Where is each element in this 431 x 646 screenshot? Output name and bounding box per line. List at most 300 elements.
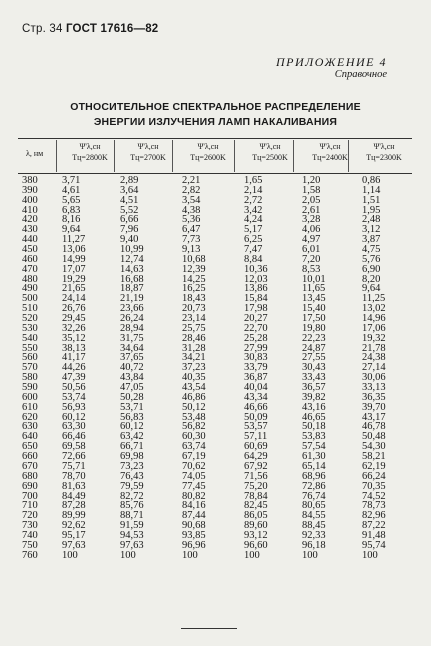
value-cell: 27,55: [302, 352, 326, 364]
value-cell: 16,25: [182, 283, 206, 295]
value-column: [120, 176, 144, 561]
column-header: [302, 141, 358, 163]
value-cell: 63,74: [182, 441, 206, 453]
value-cell: 31,28: [182, 342, 206, 354]
value-cell: 73,23: [120, 460, 144, 472]
value-cell: 53,74: [62, 391, 86, 403]
value-cell: 96,60: [244, 539, 268, 551]
value-cell: 17,07: [62, 263, 86, 275]
value-cell: 9,13: [182, 244, 201, 256]
value-cell: 84,16: [182, 500, 206, 512]
value-cell: 3,87: [362, 234, 381, 246]
value-cell: 66,71: [120, 441, 144, 453]
value-cell: 89,99: [62, 510, 86, 522]
wavelength-cell: 690: [22, 480, 38, 492]
value-cell: 88,45: [302, 520, 326, 532]
value-cell: 24,38: [362, 352, 386, 364]
value-cell: 86,05: [244, 510, 268, 522]
value-cell: 1,95: [362, 204, 381, 216]
value-cell: 100: [62, 549, 78, 561]
value-cell: 30,83: [244, 352, 268, 364]
value-cell: 8,16: [62, 214, 81, 226]
value-cell: 33,79: [244, 362, 268, 374]
value-cell: 85,76: [120, 500, 144, 512]
value-cell: 53,83: [302, 431, 326, 443]
value-cell: 60,12: [62, 411, 86, 423]
page-header: [22, 23, 158, 35]
value-cell: 11,25: [362, 293, 386, 305]
value-cell: 17,98: [244, 303, 268, 315]
value-cell: 22,70: [244, 322, 268, 334]
table-title: [0, 100, 431, 130]
value-cell: 70,62: [182, 460, 206, 472]
value-cell: 3,71: [62, 175, 81, 186]
value-cell: 4,24: [244, 214, 263, 226]
value-cell: 4,97: [302, 234, 321, 246]
value-cell: 94,53: [120, 529, 144, 541]
value-cell: 70,35: [362, 480, 386, 492]
value-cell: 76,43: [120, 470, 144, 482]
wavelength-header: λ, нм: [26, 149, 44, 158]
value-cell: 95,74: [362, 539, 386, 551]
value-cell: 6,90: [362, 263, 381, 275]
appendix-type: Справочное: [334, 69, 387, 80]
value-cell: 96,96: [182, 539, 206, 551]
wavelength-cell: 420: [22, 214, 38, 226]
wavelength-cell: 630: [22, 421, 38, 433]
value-cell: 95,17: [62, 529, 86, 541]
value-column: [302, 176, 326, 561]
wavelength-cell: 650: [22, 441, 38, 453]
value-cell: 43,16: [302, 401, 326, 413]
value-cell: 3,28: [302, 214, 321, 226]
value-cell: 64,29: [244, 451, 268, 463]
wavelength-cell: 700: [22, 490, 38, 502]
value-column: [362, 176, 386, 561]
value-cell: 66,24: [362, 470, 386, 482]
wavelength-cell: 620: [22, 411, 38, 423]
value-cell: 79,59: [120, 480, 144, 492]
value-cell: 75,20: [244, 480, 268, 492]
column-temperature: Tц=2600K: [190, 153, 226, 162]
value-cell: 7,73: [182, 234, 201, 246]
value-cell: 8,53: [302, 263, 321, 275]
value-cell: 3,54: [182, 194, 201, 206]
column-symbol: Ψ'λ,сн: [259, 142, 281, 151]
value-cell: 60,12: [120, 421, 144, 433]
value-cell: 11,65: [302, 283, 326, 295]
value-cell: 28,46: [182, 332, 206, 344]
value-cell: 50,56: [62, 382, 86, 394]
wavelength-cell: 550: [22, 342, 38, 354]
value-cell: 2,82: [182, 184, 201, 196]
value-cell: 4,75: [362, 244, 381, 256]
value-cell: 3,42: [244, 204, 263, 216]
value-cell: 11,27: [62, 234, 86, 246]
value-cell: 6,83: [62, 204, 81, 216]
value-cell: 90,68: [182, 520, 206, 532]
column-header: [356, 141, 412, 163]
wavelength-cell: 680: [22, 470, 38, 482]
value-cell: 50,48: [362, 431, 386, 443]
value-cell: 87,44: [182, 510, 206, 522]
wavelength-cell: 750: [22, 539, 38, 551]
value-cell: 14,25: [182, 273, 206, 285]
value-cell: 63,42: [120, 431, 144, 443]
value-cell: 88,71: [120, 510, 144, 522]
value-cell: 75,71: [62, 460, 86, 472]
column-symbol: Ψ'λ,сн: [79, 142, 101, 151]
wavelength-column: [22, 176, 38, 561]
value-cell: 13,86: [244, 283, 268, 295]
value-cell: 12,03: [244, 273, 268, 285]
value-cell: 78,84: [244, 490, 268, 502]
value-cell: 21,65: [62, 283, 86, 295]
value-cell: 16,68: [120, 273, 144, 285]
wavelength-cell: 580: [22, 372, 38, 384]
value-cell: 46,86: [182, 391, 206, 403]
wavelength-cell: 670: [22, 460, 38, 472]
value-cell: 81,63: [62, 480, 86, 492]
wavelength-cell: 560: [22, 352, 38, 364]
value-cell: 37,23: [182, 362, 206, 374]
value-cell: 61,30: [302, 451, 326, 463]
wavelength-cell: 480: [22, 273, 38, 285]
wavelength-cell: 610: [22, 401, 38, 413]
value-cell: 1,65: [244, 175, 263, 186]
value-cell: 40,04: [244, 382, 268, 394]
value-cell: 2,89: [120, 175, 139, 186]
wavelength-cell: 640: [22, 431, 38, 443]
value-cell: 92,33: [302, 529, 326, 541]
value-cell: 3,12: [362, 224, 381, 236]
column-temperature: Tц=2500K: [252, 153, 288, 162]
value-cell: 60,30: [182, 431, 206, 443]
column-header: [62, 141, 118, 163]
value-cell: 39,82: [302, 391, 326, 403]
value-cell: 9,40: [120, 234, 139, 246]
value-cell: 27,14: [362, 362, 386, 374]
value-cell: 15,40: [302, 303, 326, 315]
value-cell: 3,64: [120, 184, 139, 196]
value-cell: 10,01: [302, 273, 326, 285]
title-line-2: ЭНЕРГИИ ИЗЛУЧЕНИЯ ЛАМП НАКАЛИВАНИЯ: [93, 116, 338, 128]
value-cell: 24,14: [62, 293, 86, 305]
column-temperature: Tц=2300K: [366, 153, 402, 162]
value-cell: 84,49: [62, 490, 86, 502]
wavelength-cell: 720: [22, 510, 38, 522]
value-cell: 82,45: [244, 500, 268, 512]
value-cell: 37,65: [120, 352, 144, 364]
wavelength-cell: 450: [22, 244, 38, 256]
value-cell: 39,70: [362, 401, 386, 413]
value-cell: 22,23: [302, 332, 326, 344]
value-cell: 44,26: [62, 362, 86, 374]
value-cell: 2,05: [302, 194, 321, 206]
value-cell: 5,76: [362, 253, 381, 265]
wavelength-cell: 400: [22, 194, 38, 206]
value-cell: 50,09: [244, 411, 268, 423]
value-cell: 82,72: [120, 490, 144, 502]
header-bottom-rule: [18, 173, 412, 174]
value-cell: 13,06: [62, 244, 86, 256]
page-number: Стр. 34: [22, 23, 63, 35]
value-cell: 14,99: [62, 253, 86, 265]
value-cell: 40,35: [182, 372, 206, 384]
value-cell: 4,51: [120, 194, 139, 206]
column-temperature: Tц=2800K: [72, 153, 108, 162]
title-line-1: ОТНОСИТЕЛЬНОЕ СПЕКТРАЛЬНОЕ РАСПРЕДЕЛЕНИЕ: [70, 101, 361, 113]
wavelength-cell: 730: [22, 520, 38, 532]
column-temperature: Tц=2400K: [312, 153, 348, 162]
standard-number: ГОСТ 17616—82: [65, 23, 159, 35]
value-cell: 5,17: [244, 224, 263, 236]
value-cell: 4,38: [182, 204, 201, 216]
value-cell: 32,26: [62, 322, 86, 334]
value-cell: 17,06: [362, 322, 386, 334]
value-cell: 30,43: [302, 362, 326, 374]
value-cell: 74,05: [182, 470, 206, 482]
value-cell: 8,84: [244, 253, 263, 265]
value-cell: 19,29: [62, 273, 86, 285]
wavelength-cell: 380: [22, 175, 38, 186]
value-cell: 19,80: [302, 322, 326, 334]
value-cell: 8,20: [362, 273, 381, 285]
value-cell: 31,75: [120, 332, 144, 344]
value-cell: 100: [244, 549, 260, 561]
value-cell: 100: [120, 549, 136, 561]
value-cell: 43,84: [120, 372, 144, 384]
value-cell: 54,30: [362, 441, 386, 453]
value-cell: 36,57: [302, 382, 326, 394]
value-cell: 14,96: [362, 313, 386, 325]
wavelength-cell: 390: [22, 184, 38, 196]
value-cell: 68,96: [302, 470, 326, 482]
value-cell: 65,14: [302, 460, 326, 472]
value-cell: 30,06: [362, 372, 386, 384]
value-cell: 74,52: [362, 490, 386, 502]
wavelength-cell: 470: [22, 263, 38, 275]
value-cell: 14,63: [120, 263, 144, 275]
value-cell: 5,52: [120, 204, 139, 216]
value-cell: 4,06: [302, 224, 321, 236]
value-cell: 6,01: [302, 244, 321, 256]
value-cell: 15,84: [244, 293, 268, 305]
wavelength-cell: 660: [22, 451, 38, 463]
value-cell: 67,19: [182, 451, 206, 463]
value-cell: 80,65: [302, 500, 326, 512]
value-cell: 60,69: [244, 441, 268, 453]
value-cell: 82,96: [362, 510, 386, 522]
value-cell: 6,47: [182, 224, 201, 236]
column-temperature: Tц=2700K: [130, 153, 166, 162]
value-cell: 17,50: [302, 313, 326, 325]
value-column: [182, 176, 206, 561]
value-cell: 19,32: [362, 332, 386, 344]
appendix-label: ПРИЛОЖЕНИЕ 4: [276, 55, 387, 69]
value-cell: 9,64: [362, 283, 381, 295]
value-cell: 97,63: [62, 539, 86, 551]
value-cell: 46,78: [362, 421, 386, 433]
value-cell: 58,21: [362, 451, 386, 463]
value-cell: 87,22: [362, 520, 386, 532]
value-cell: 21,78: [362, 342, 386, 354]
value-cell: 72,66: [62, 451, 86, 463]
value-cell: 4,61: [62, 184, 81, 196]
value-cell: 84,55: [302, 510, 326, 522]
value-cell: 46,65: [302, 411, 326, 423]
value-cell: 0,86: [362, 175, 381, 186]
value-cell: 25,75: [182, 322, 206, 334]
value-cell: 5,36: [182, 214, 201, 226]
value-cell: 89,60: [244, 520, 268, 532]
value-cell: 33,13: [362, 382, 386, 394]
value-cell: 67,92: [244, 460, 268, 472]
wavelength-cell: 510: [22, 303, 38, 315]
value-cell: 29,45: [62, 313, 86, 325]
column-symbol: Ψ'λ,сн: [319, 142, 341, 151]
value-cell: 7,96: [120, 224, 139, 236]
wavelength-cell: 600: [22, 391, 38, 403]
value-cell: 6,66: [120, 214, 139, 226]
value-cell: 80,82: [182, 490, 206, 502]
wavelength-cell: 520: [22, 313, 38, 325]
value-cell: 72,86: [302, 480, 326, 492]
value-cell: 41,17: [62, 352, 86, 364]
column-symbol: Ψ'λ,сн: [373, 142, 395, 151]
value-cell: 9,64: [62, 224, 81, 236]
value-cell: 93,85: [182, 529, 206, 541]
value-cell: 24,87: [302, 342, 326, 354]
value-cell: 97,63: [120, 539, 144, 551]
value-cell: 43,17: [362, 411, 386, 423]
value-cell: 12,39: [182, 263, 206, 275]
value-cell: 20,73: [182, 303, 206, 315]
value-cell: 63,30: [62, 421, 86, 433]
wavelength-cell: 760: [22, 549, 38, 561]
value-cell: 100: [362, 549, 378, 561]
value-cell: 33,43: [302, 372, 326, 384]
value-cell: 50,12: [182, 401, 206, 413]
column-header: [180, 141, 236, 163]
footer-line: [181, 628, 237, 629]
value-cell: 6,25: [244, 234, 263, 246]
value-cell: 71,56: [244, 470, 268, 482]
column-symbol: Ψ'λ,сн: [137, 142, 159, 151]
value-cell: 56,93: [62, 401, 86, 413]
value-cell: 36,35: [362, 391, 386, 403]
wavelength-cell: 410: [22, 204, 38, 216]
value-cell: 13,45: [302, 293, 326, 305]
value-cell: 7,20: [302, 253, 321, 265]
value-cell: 25,28: [244, 332, 268, 344]
value-cell: 53,48: [182, 411, 206, 423]
table-top-rule: [18, 138, 412, 139]
value-cell: 36,87: [244, 372, 268, 384]
column-symbol: Ψ'λ,сн: [197, 142, 219, 151]
value-cell: 57,11: [244, 431, 268, 443]
value-cell: 1,58: [302, 184, 321, 196]
value-cell: 91,48: [362, 529, 386, 541]
value-cell: 28,94: [120, 322, 144, 334]
wavelength-cell: 710: [22, 500, 38, 512]
value-cell: 92,62: [62, 520, 86, 532]
value-column: [244, 176, 268, 561]
value-cell: 77,45: [182, 480, 206, 492]
value-cell: 2,48: [362, 214, 381, 226]
wavelength-cell: 440: [22, 234, 38, 246]
value-cell: 43,54: [182, 382, 206, 394]
value-cell: 50,28: [120, 391, 144, 403]
value-cell: 100: [182, 549, 198, 561]
value-cell: 7,47: [244, 244, 263, 256]
value-cell: 10,68: [182, 253, 206, 265]
value-cell: 18,87: [120, 283, 144, 295]
value-cell: 5,65: [62, 194, 81, 206]
value-cell: 38,13: [62, 342, 86, 354]
value-cell: 27,99: [244, 342, 268, 354]
value-cell: 46,66: [244, 401, 268, 413]
wavelength-cell: 740: [22, 529, 38, 541]
value-column: [62, 176, 86, 561]
value-cell: 100: [302, 549, 318, 561]
column-separator: [56, 140, 57, 172]
wavelength-cell: 570: [22, 362, 38, 374]
value-cell: 34,21: [182, 352, 206, 364]
value-cell: 69,98: [120, 451, 144, 463]
value-cell: 21,19: [120, 293, 144, 305]
value-cell: 12,74: [120, 253, 144, 265]
value-cell: 23,66: [120, 303, 144, 315]
value-cell: 2,72: [244, 194, 263, 206]
value-cell: 78,73: [362, 500, 386, 512]
value-cell: 47,39: [62, 372, 86, 384]
value-cell: 18,43: [182, 293, 206, 305]
value-cell: 78,70: [62, 470, 86, 482]
value-cell: 53,71: [120, 401, 144, 413]
value-cell: 13,02: [362, 303, 386, 315]
value-cell: 69,58: [62, 441, 86, 453]
value-cell: 1,51: [362, 194, 381, 206]
value-cell: 91,59: [120, 520, 144, 532]
value-cell: 57,54: [302, 441, 326, 453]
value-cell: 43,34: [244, 391, 268, 403]
value-cell: 23,14: [182, 313, 206, 325]
value-cell: 2,14: [244, 184, 263, 196]
value-cell: 56,83: [120, 411, 144, 423]
value-cell: 62,19: [362, 460, 386, 472]
column-header: [120, 141, 176, 163]
wavelength-cell: 500: [22, 293, 38, 305]
value-cell: 10,99: [120, 244, 144, 256]
value-cell: 96,18: [302, 539, 326, 551]
value-cell: 20,27: [244, 313, 268, 325]
wavelength-cell: 430: [22, 224, 38, 236]
value-cell: 1,14: [362, 184, 381, 196]
wavelength-cell: 490: [22, 283, 38, 295]
value-cell: 56,82: [182, 421, 206, 433]
value-cell: 47,05: [120, 382, 144, 394]
wavelength-cell: 530: [22, 322, 38, 334]
value-cell: 93,12: [244, 529, 268, 541]
value-cell: 35,12: [62, 332, 86, 344]
value-cell: 66,46: [62, 431, 86, 443]
value-cell: 2,21: [182, 175, 201, 186]
value-cell: 87,28: [62, 500, 86, 512]
wavelength-cell: 590: [22, 382, 38, 394]
value-cell: 2,61: [302, 204, 321, 216]
value-cell: 53,57: [244, 421, 268, 433]
